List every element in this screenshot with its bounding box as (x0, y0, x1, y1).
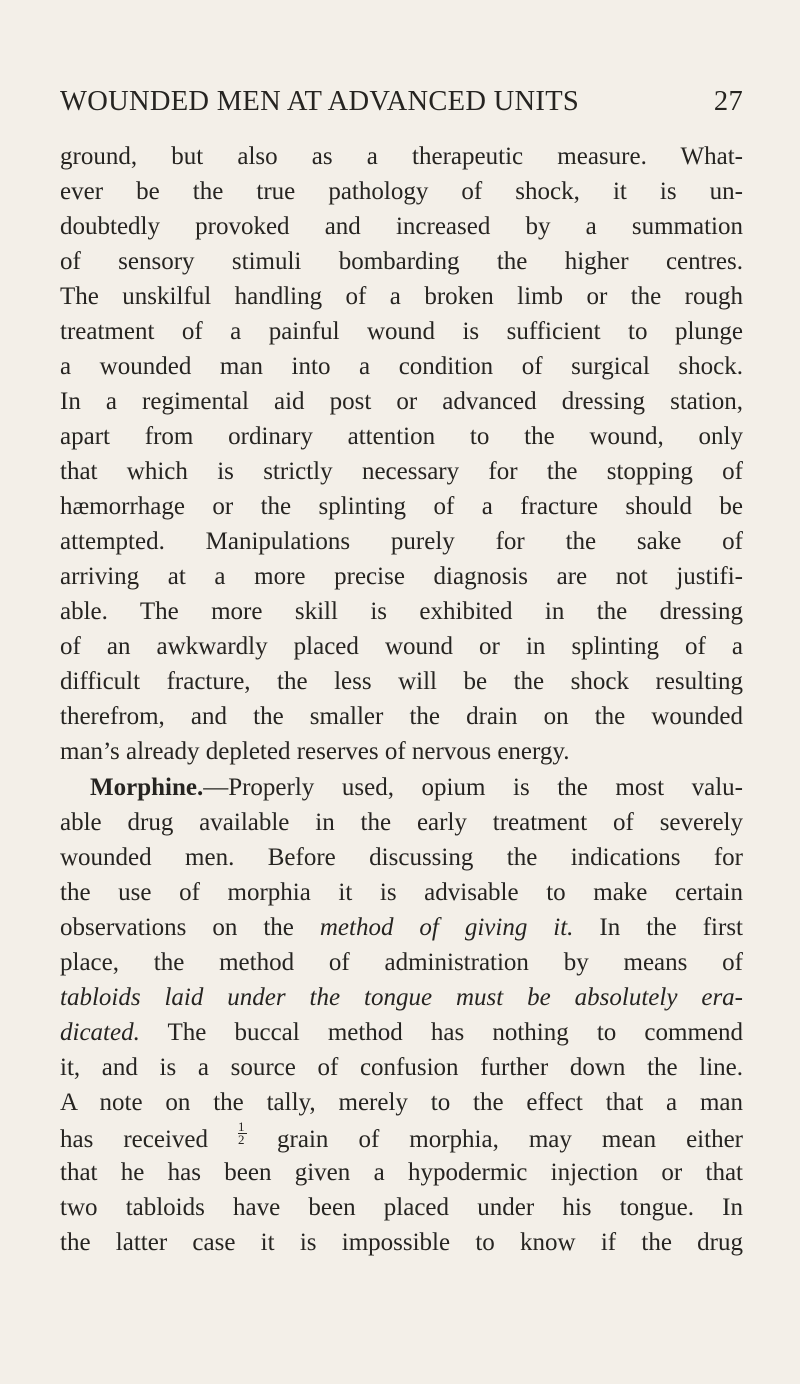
section-heading-morphine: Morphine. (90, 774, 204, 801)
text-span: —Properly used, opium is the most valu- (203, 774, 743, 801)
text-line: able. The more skill is exhibited in the dressing (60, 598, 743, 625)
text-line: doubtedly provoked and increased by a summation (60, 213, 743, 240)
text-line: The unskilful handling of a broken limb or the rough (60, 283, 743, 310)
text-line: that which is strictly necessary for the stopping of (60, 458, 743, 485)
text-line: therefrom, and the smaller the drain on the wounded (60, 703, 743, 730)
text-span: grain of morphia, may mean either (247, 1126, 743, 1153)
text-line: able drug available in the early treatment of severely (60, 809, 743, 836)
text-span: The buccal method has nothing to commend (139, 1019, 743, 1046)
text-line: two tabloids have been placed under his tongue. In (60, 1194, 743, 1221)
italic-phrase: dicated. (60, 1019, 140, 1046)
page-number: 27 (713, 86, 743, 117)
text-line: that he has been given a hypodermic injection or that (60, 1159, 743, 1186)
chapter-title: WOUNDED MEN AT ADVANCED UNITS (60, 86, 580, 117)
text-line: place, the method of administration by means of (60, 949, 743, 976)
text-span: In the first (573, 914, 743, 941)
fraction-one-half (238, 1121, 247, 1146)
text-line: man’s already depleted reserves of nervous energy. (60, 738, 570, 765)
italic-phrase: method of giving it. (319, 914, 574, 941)
text-line: difficult fracture, the less will be the shock resulting (60, 668, 743, 695)
text-line: the use of morphia it is advisable to make certain (60, 879, 743, 906)
text-line: of sensory stimuli bombarding the higher centres. (60, 248, 743, 275)
text-line: a wounded man into a condition of surgical shock. (60, 353, 743, 380)
text-line: ground, but also as a therapeutic measure. What- (60, 143, 743, 170)
text-line: A note on the tally, merely to the effect that a man (60, 1089, 743, 1116)
text-line: of an awkwardly placed wound or in splinting of a (60, 633, 743, 660)
text-span: observations on the (60, 914, 320, 941)
text-line: arriving at a more precise diagnosis are not justifi- (60, 563, 743, 590)
text-line: treatment of a painful wound is sufficient to plunge (60, 318, 743, 345)
text-line: hæmorrhage or the splinting of a fracture should be (60, 493, 743, 520)
text-line (60, 1016, 743, 1050)
fraction-numerator: 1 (238, 1119, 245, 1134)
text-line: In a regimental aid post or advanced dressing station, (60, 388, 743, 415)
text-line: ever be the true pathology of shock, it is un- (60, 178, 743, 205)
running-head (60, 86, 743, 126)
text-line: apart from ordinary attention to the wound, only (60, 423, 743, 450)
text-line: the latter case it is impossible to know if the drug (60, 1229, 743, 1256)
text-line (60, 1121, 743, 1155)
italic-line: tabloids laid under the tongue must be absolutely era- (60, 984, 743, 1011)
text-span: has received (60, 1126, 239, 1153)
text-line: attempted. Manipulations purely for the sake of (60, 528, 743, 555)
morphine-paragraph-first-line (90, 771, 743, 805)
text-line: it, and is a source of confusion further down the line. (60, 1054, 743, 1081)
text-line: wounded men. Before discussing the indications for (60, 844, 743, 871)
fraction-denominator: 2 (238, 1132, 245, 1147)
text-line (60, 911, 743, 945)
